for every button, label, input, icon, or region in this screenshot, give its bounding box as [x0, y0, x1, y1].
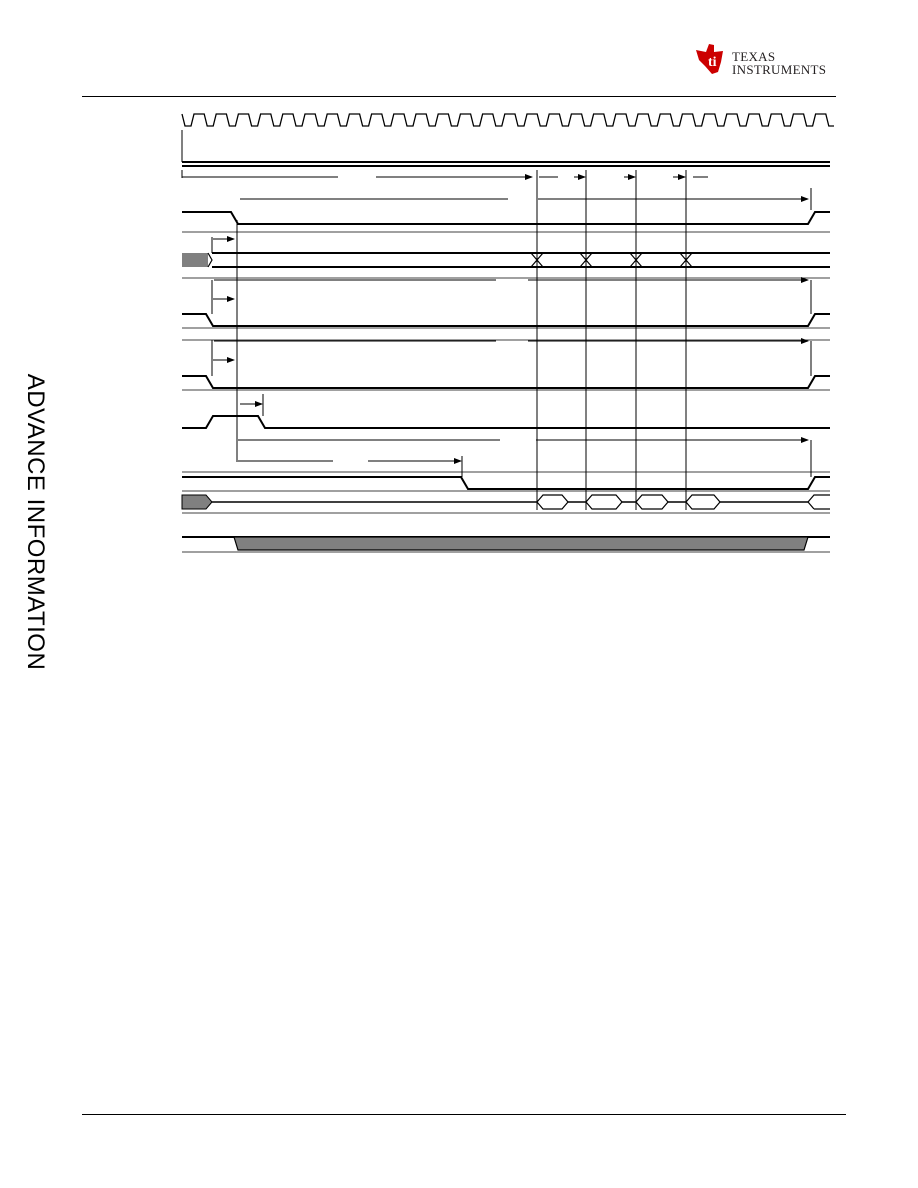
clock-signal — [182, 114, 834, 126]
timing-reference-arrows — [182, 170, 708, 178]
signal-3-chip-select — [182, 278, 830, 328]
timing-diagram — [178, 100, 834, 560]
logo-line-1: TEXAS — [732, 49, 776, 64]
ti-logo — [690, 40, 850, 82]
ti-wordmark — [732, 50, 826, 76]
signal-6-wait — [182, 440, 830, 491]
signal-5-latch-pulse — [182, 394, 830, 428]
header-rule — [82, 96, 836, 97]
signal-7-data-bus — [182, 495, 830, 513]
advance-information-label: ADVANCE INFORMATION — [22, 373, 49, 671]
ti-state-logo-icon — [690, 40, 730, 80]
signal-8-bus-cycle — [182, 537, 830, 552]
bus-double-line — [182, 130, 830, 166]
logo-line-2: INSTRUMENTS — [732, 62, 827, 77]
signal-1-strobe — [182, 199, 830, 232]
signal-2-address-bus — [182, 237, 830, 267]
footer-rule — [82, 1114, 846, 1115]
signal-4-read-strobe — [182, 340, 830, 390]
svg-text:ti: ti — [708, 55, 717, 70]
